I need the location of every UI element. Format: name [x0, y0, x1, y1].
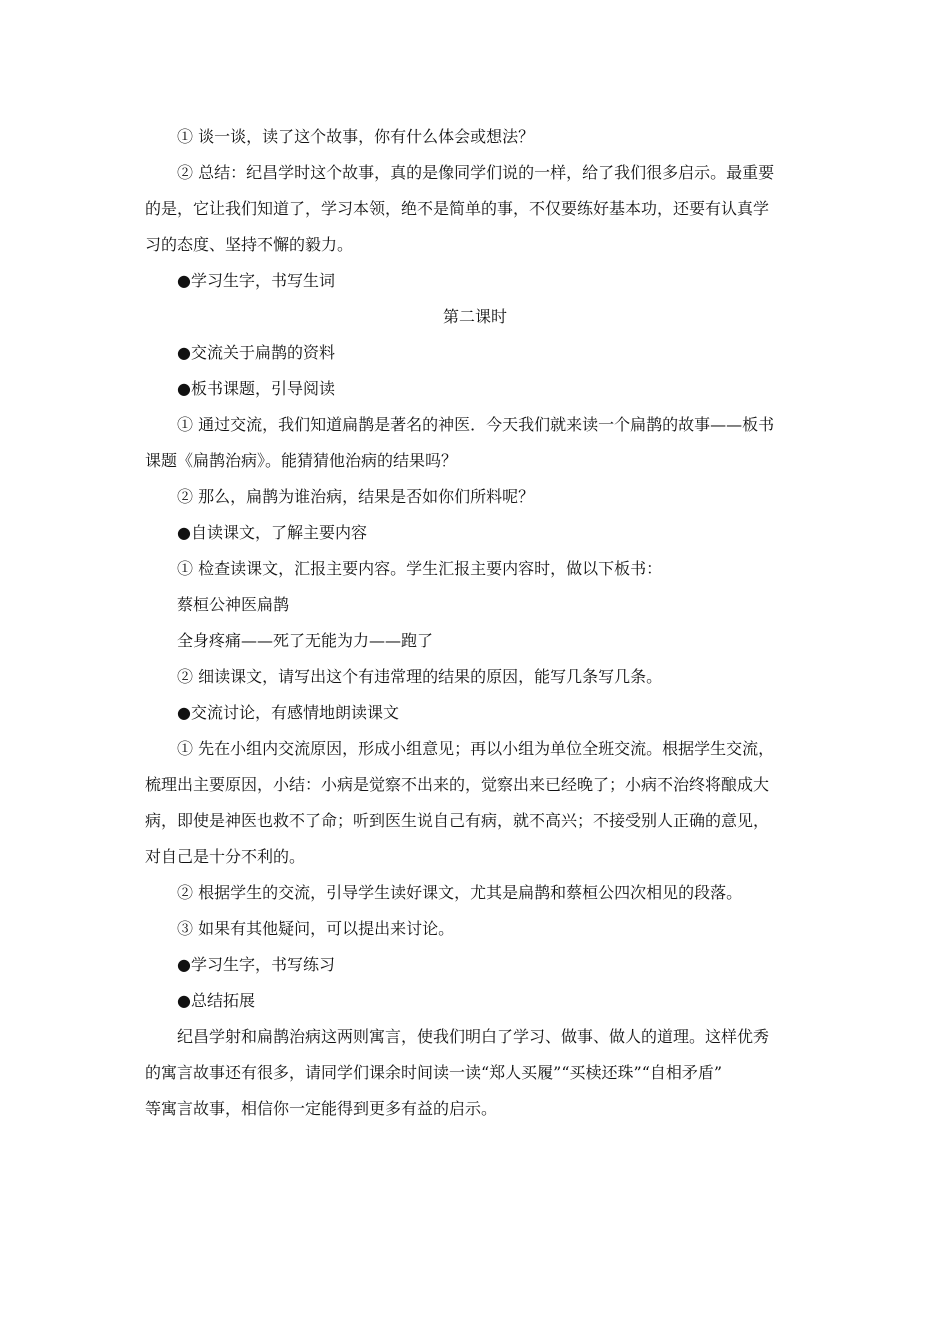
- text-line: 对自己是十分不利的。: [145, 847, 306, 866]
- text-line: 等寓言故事，相信你一定能得到更多有益的启示。: [145, 1099, 498, 1118]
- text-line: ③ 如果有其他疑问，可以提出来讨论。: [177, 919, 455, 938]
- text-line: ① 通过交流，我们知道扁鹊是著名的神医．今天我们就来读一个扁鹊的故事——板书: [177, 415, 775, 434]
- section-title: 第二课时: [442, 307, 507, 326]
- text-line: ① 谈一谈，读了这个故事，你有什么体会或想法？: [177, 127, 535, 146]
- text-line: 课题《扁鹊治病》。能猜猜他治病的结果吗？: [145, 451, 458, 470]
- document-page: [145, 119, 805, 1127]
- bullet-heading: ●学习生字，书写生词: [177, 271, 335, 290]
- bullet-heading: ●交流关于扁鹊的资料: [177, 343, 335, 362]
- bullet-heading: ●总结拓展: [177, 991, 255, 1010]
- text-line: 病，即使是神医也救不了命；听到医生说自己有病，就不高兴；不接受别人正确的意见，: [145, 811, 770, 830]
- bullet-heading: ●板书课题，引导阅读: [177, 379, 335, 398]
- board-note: 蔡桓公神医扁鹊: [177, 595, 290, 614]
- text-line: ② 细读课文，请写出这个有违常理的结果的原因，能写几条写几条。: [177, 667, 663, 686]
- text-line: ① 先在小组内交流原因，形成小组意见；再以小组为单位全班交流。根据学生交流，: [177, 739, 775, 758]
- board-note: 全身疼痛——死了无能为力——跑了: [177, 631, 434, 650]
- text-line: 的寓言故事还有很多，请同学们课余时间读一读“郑人买履”“买椟还珠”“自相矛盾”: [145, 1063, 723, 1082]
- text-line: ① 检查读课文，汇报主要内容。学生汇报主要内容时，做以下板书：: [177, 559, 663, 578]
- text-line: 梳理出主要原因，小结：小病是觉察不出来的，觉察出来已经晚了；小病不治终将酿成大: [145, 775, 770, 794]
- text-line: ② 根据学生的交流，引导学生读好课文，尤其是扁鹊和蔡桓公四次相见的段落。: [177, 883, 743, 902]
- bullet-heading: ●交流讨论，有感情地朗读课文: [177, 703, 399, 722]
- bullet-heading: ●自读课文，了解主要内容: [177, 523, 367, 542]
- text-line: 的是，它让我们知道了，学习本领，绝不是简单的事，不仅要练好基本功，还要有认真学: [145, 199, 770, 218]
- bullet-heading: ●学习生字，书写练习: [177, 955, 335, 974]
- text-line: ② 那么，扁鹊为谁治病，结果是否如你们所料呢？: [177, 487, 535, 506]
- text-line: 纪昌学射和扁鹊治病这两则寓言，使我们明白了学习、做事、做人的道理。这样优秀: [177, 1027, 770, 1046]
- text-line: ② 总结：纪昌学时这个故事，真的是像同学们说的一样，给了我们很多启示。最重要: [177, 163, 775, 182]
- text-line: 习的态度、坚持不懈的毅力。: [145, 235, 354, 254]
